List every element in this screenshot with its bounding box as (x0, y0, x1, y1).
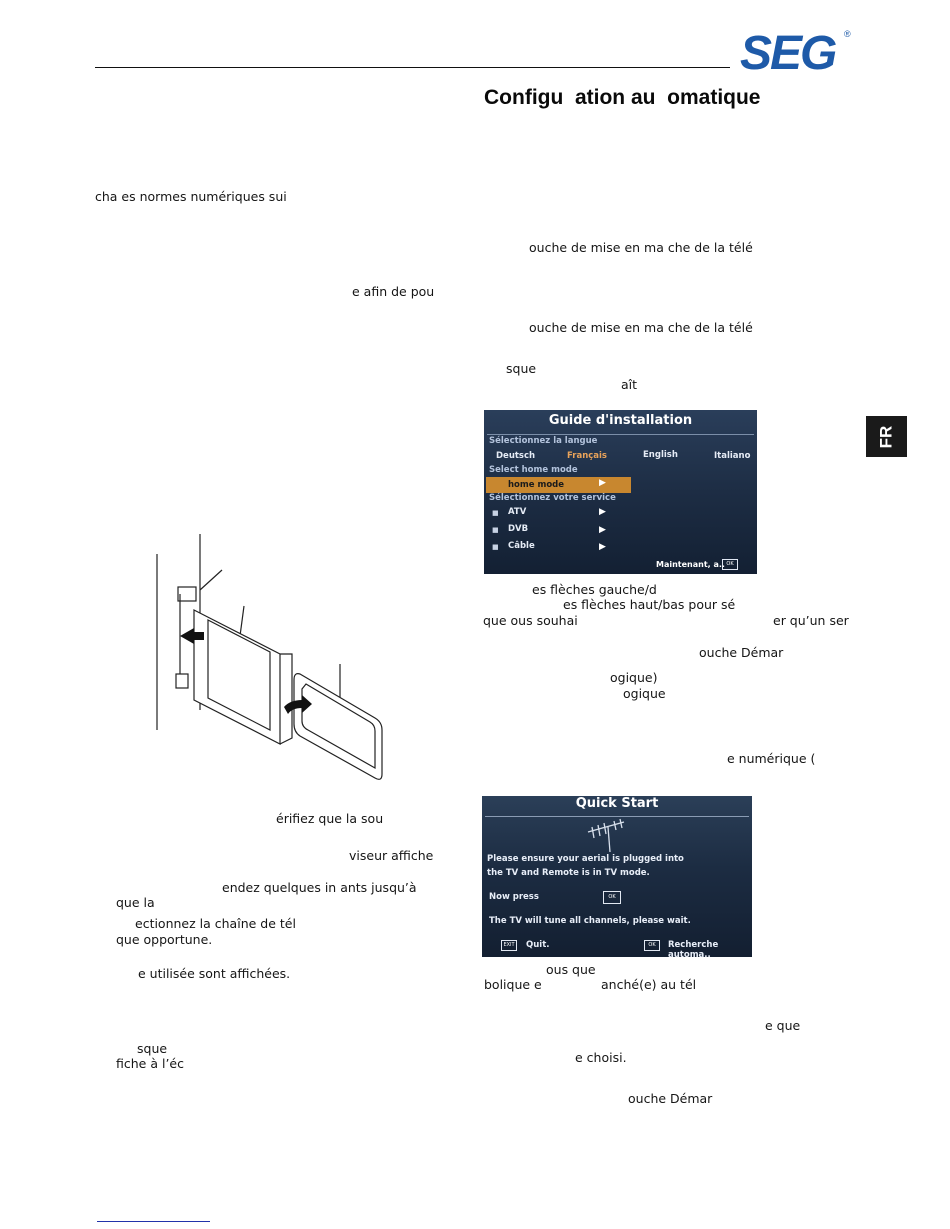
bullet-icon: ■ (492, 543, 499, 551)
right-text-line: ouche de mise en ma che de la télé (529, 240, 753, 255)
language-option-italiano[interactable]: Italiano (714, 451, 751, 461)
left-text-line: cha es normes numériques sui (95, 189, 287, 204)
left-text-line: e utilisée sont affichées. (138, 966, 291, 981)
right-text-line: ouche de mise en ma che de la télé (529, 320, 753, 335)
installation-guide-screen (484, 410, 757, 574)
guide-divider (487, 434, 754, 435)
service-option-dvb[interactable]: DVB (508, 524, 529, 534)
footer-rule (97, 1221, 210, 1222)
auto-search-label: Recherche automa.. (668, 940, 719, 957)
right-text-line: aît (621, 377, 638, 392)
right-text-line: anché(e) au tél (601, 977, 697, 992)
bullet-icon: ■ (492, 526, 499, 534)
left-text-line: e afin de pou (352, 284, 435, 299)
section-title: Configu ation au omatique (484, 86, 761, 109)
ok-key-icon[interactable]: OK (644, 940, 660, 951)
right-text-line: e choisi. (575, 1050, 627, 1065)
right-text-line: ouche Démar (699, 645, 784, 660)
ci-module-illustration (150, 532, 390, 784)
left-text-line: que opportune. (116, 932, 213, 947)
service-option-cable[interactable]: Câble (508, 541, 535, 551)
left-text-line: viseur affiche (349, 848, 434, 863)
ok-key-icon[interactable]: OK (603, 891, 621, 904)
service-label: Sélectionnez votre service (489, 493, 616, 503)
quit-label: Quit. (526, 940, 550, 950)
svg-text:SEG: SEG (740, 27, 836, 72)
right-text-line: es flèches haut/bas pour sé (563, 597, 736, 612)
bullet-icon: ■ (492, 509, 499, 517)
right-text-line: ogique) (610, 670, 658, 685)
antenna-icon (582, 818, 632, 854)
language-tab: FR (866, 416, 907, 457)
left-text-line: que la (116, 895, 155, 910)
home-mode-value: home mode (508, 480, 565, 490)
quick-start-screen (482, 796, 752, 957)
language-option-francais[interactable]: Français (567, 451, 607, 461)
quick-start-divider (485, 816, 749, 817)
wait-message: The TV will tune all channels, please wait. (489, 916, 691, 926)
right-text-line: sque (506, 361, 537, 376)
left-text-line: endez quelques in ants jusqu’à (222, 880, 417, 895)
arrow-right-icon: ▶ (599, 478, 606, 488)
right-text-line: que ous souhai (483, 613, 578, 628)
quick-start-title: Quick Start (575, 796, 659, 811)
right-text-line: es flèches gauche/d (532, 582, 657, 597)
ok-key-icon: OK (722, 559, 738, 570)
left-text-line: érifiez que la sou (276, 811, 384, 826)
right-text-line: bolique e (484, 977, 542, 992)
header-rule (95, 67, 730, 68)
quick-start-message: Please ensure your aerial is plugged into (487, 854, 684, 864)
left-text-line: sque (137, 1041, 168, 1056)
now-press-label: Now press (489, 892, 539, 902)
right-text-line: ogique (623, 686, 666, 701)
svg-text:®: ® (844, 29, 851, 39)
right-text-line: ouche Démar (628, 1091, 713, 1106)
language-option-deutsch[interactable]: Deutsch (496, 451, 536, 461)
right-text-line: ous que (546, 962, 596, 977)
right-text-line: e numérique ( (727, 751, 816, 766)
arrow-right-icon: ▶ (599, 525, 606, 535)
home-mode-label: Select home mode (489, 465, 578, 475)
left-text-line: ectionnez la chaîne de tél (135, 916, 296, 931)
exit-key-icon[interactable]: EXIT (501, 940, 517, 951)
right-text-line: er qu’un ser (773, 613, 849, 628)
guide-footer: Maintenant, a.. (656, 560, 725, 569)
seg-logo (738, 26, 856, 72)
arrow-right-icon: ▶ (599, 542, 606, 552)
arrow-right-icon: ▶ (599, 507, 606, 517)
right-text-line: e que (765, 1018, 801, 1033)
left-text-line: fiche à l’éc (116, 1056, 184, 1071)
quick-start-message: the TV and Remote is in TV mode. (487, 868, 650, 878)
service-option-atv[interactable]: ATV (508, 507, 527, 517)
guide-title: Guide d'installation (548, 413, 693, 428)
language-label: Sélectionnez la langue (489, 436, 598, 446)
language-option-english[interactable]: English (643, 450, 678, 460)
